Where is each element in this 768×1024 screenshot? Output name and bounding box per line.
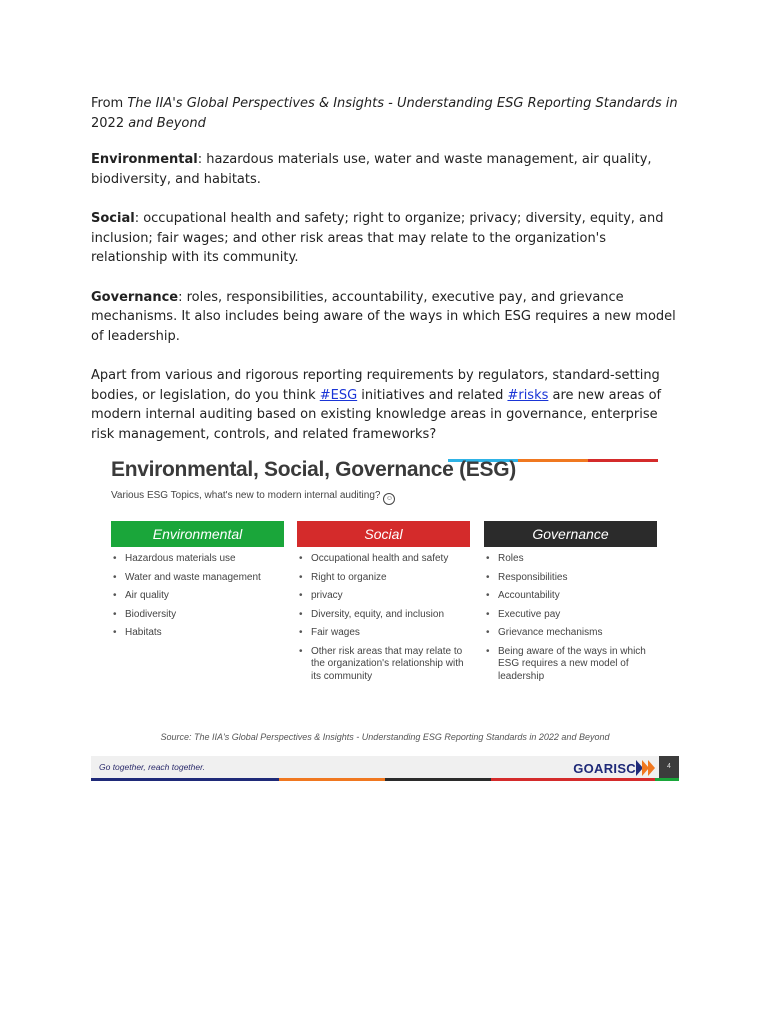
- list-item: • Roles: [484, 553, 657, 566]
- list-item: • Fair wages: [297, 627, 470, 640]
- page-number: 4: [659, 756, 679, 778]
- logo-text: GOARISC: [573, 760, 636, 776]
- slide-bottom-accent-bar: [91, 778, 679, 781]
- source-tail: and Beyond: [128, 115, 206, 131]
- list-item: • Biodiversity: [111, 609, 284, 622]
- environmental-paragraph: [91, 150, 681, 189]
- column-social: [297, 521, 470, 689]
- list-item: • Diversity, equity, and inclusion: [297, 609, 470, 622]
- list-item: • Accountability: [484, 590, 657, 603]
- list-item: • Air quality: [111, 590, 284, 603]
- slide-subtitle-text: Various ESG Topics, what's new to modern internal auditing?: [111, 490, 381, 501]
- question-part1: Apart from various and rigorous reporting requirements by regulators, standard-setting bodies, or legislation, do you think: [91, 368, 660, 403]
- column-governance: [484, 521, 657, 689]
- question-part3: are new areas of modern internal auditing based on existing knowledge areas in governance, enterprise risk management, controls, and related frameworks?: [91, 387, 662, 442]
- governance-label: Governance: [91, 289, 179, 305]
- environmental-list: [111, 553, 284, 640]
- slide-footer: [91, 756, 679, 778]
- source-line: [91, 94, 681, 133]
- smiley-icon: ☺: [383, 493, 395, 505]
- governance-text: : roles, responsibilities, accountability, executive pay, and grievance mechanisms. It also includes being aware of the ways in which ESG requires a new model of leadership.: [91, 289, 676, 344]
- list-item: • privacy: [297, 590, 470, 603]
- list-item: • Responsibilities: [484, 572, 657, 585]
- social-label: Social: [91, 211, 135, 226]
- social-text: : occupational health and safety; right to organize; privacy; diversity, equity, and inclusion; fair wages; and other risk areas that may relate to the organization's relationship with its community.: [91, 211, 664, 265]
- column-heading-governance: Governance: [484, 521, 657, 547]
- esg-slide: [91, 452, 679, 782]
- column-heading-environmental: Environmental: [111, 521, 284, 547]
- slide-source-note: Source: The IIA's Global Perspectives & Insights - Understanding ESG Reporting Standards in 2022 and Beyond: [160, 732, 610, 742]
- source-year: 2022: [91, 115, 129, 131]
- list-item: • Executive pay: [484, 609, 657, 622]
- list-item: • Habitats: [111, 627, 284, 640]
- list-item: • Right to organize: [297, 572, 470, 585]
- column-heading-social: Social: [297, 521, 470, 547]
- question-paragraph: [91, 366, 681, 444]
- list-item: • Grievance mechanisms: [484, 627, 657, 640]
- list-item: • Hazardous materials use: [111, 553, 284, 566]
- social-list: [297, 553, 470, 683]
- list-item: • Being aware of the ways in which ESG requires a new model of leadership: [484, 646, 657, 684]
- question-part2: initiatives and related: [357, 387, 508, 403]
- goarisc-logo: [573, 760, 655, 776]
- list-item: • Other risk areas that may relate to the organization's relationship with its community: [297, 646, 470, 684]
- source-prefix: From: [91, 96, 128, 111]
- body-text: [91, 150, 681, 464]
- environmental-label: Environmental: [91, 152, 198, 167]
- list-item: • Occupational health and safety: [297, 553, 470, 566]
- risks-hashtag-link[interactable]: #risks: [507, 387, 549, 403]
- source-title: The IIA's Global Perspectives & Insights - Understanding ESG Reporting Standards in: [127, 96, 678, 111]
- slide-title: Environmental, Social, Governance (ESG): [111, 458, 516, 481]
- chevron-arrows-icon: [637, 760, 655, 776]
- slide-tagline: Go together, reach together.: [99, 762, 206, 772]
- governance-paragraph: [91, 288, 681, 347]
- esg-hashtag-link[interactable]: #ESG: [319, 387, 358, 403]
- slide-subtitle: [111, 490, 395, 505]
- environmental-text: : hazardous materials use, water and waste management, air quality, biodiversity, and habitats.: [91, 152, 652, 187]
- column-environmental: [111, 521, 284, 646]
- social-paragraph: [91, 209, 681, 268]
- governance-list: [484, 553, 657, 683]
- list-item: • Water and waste management: [111, 572, 284, 585]
